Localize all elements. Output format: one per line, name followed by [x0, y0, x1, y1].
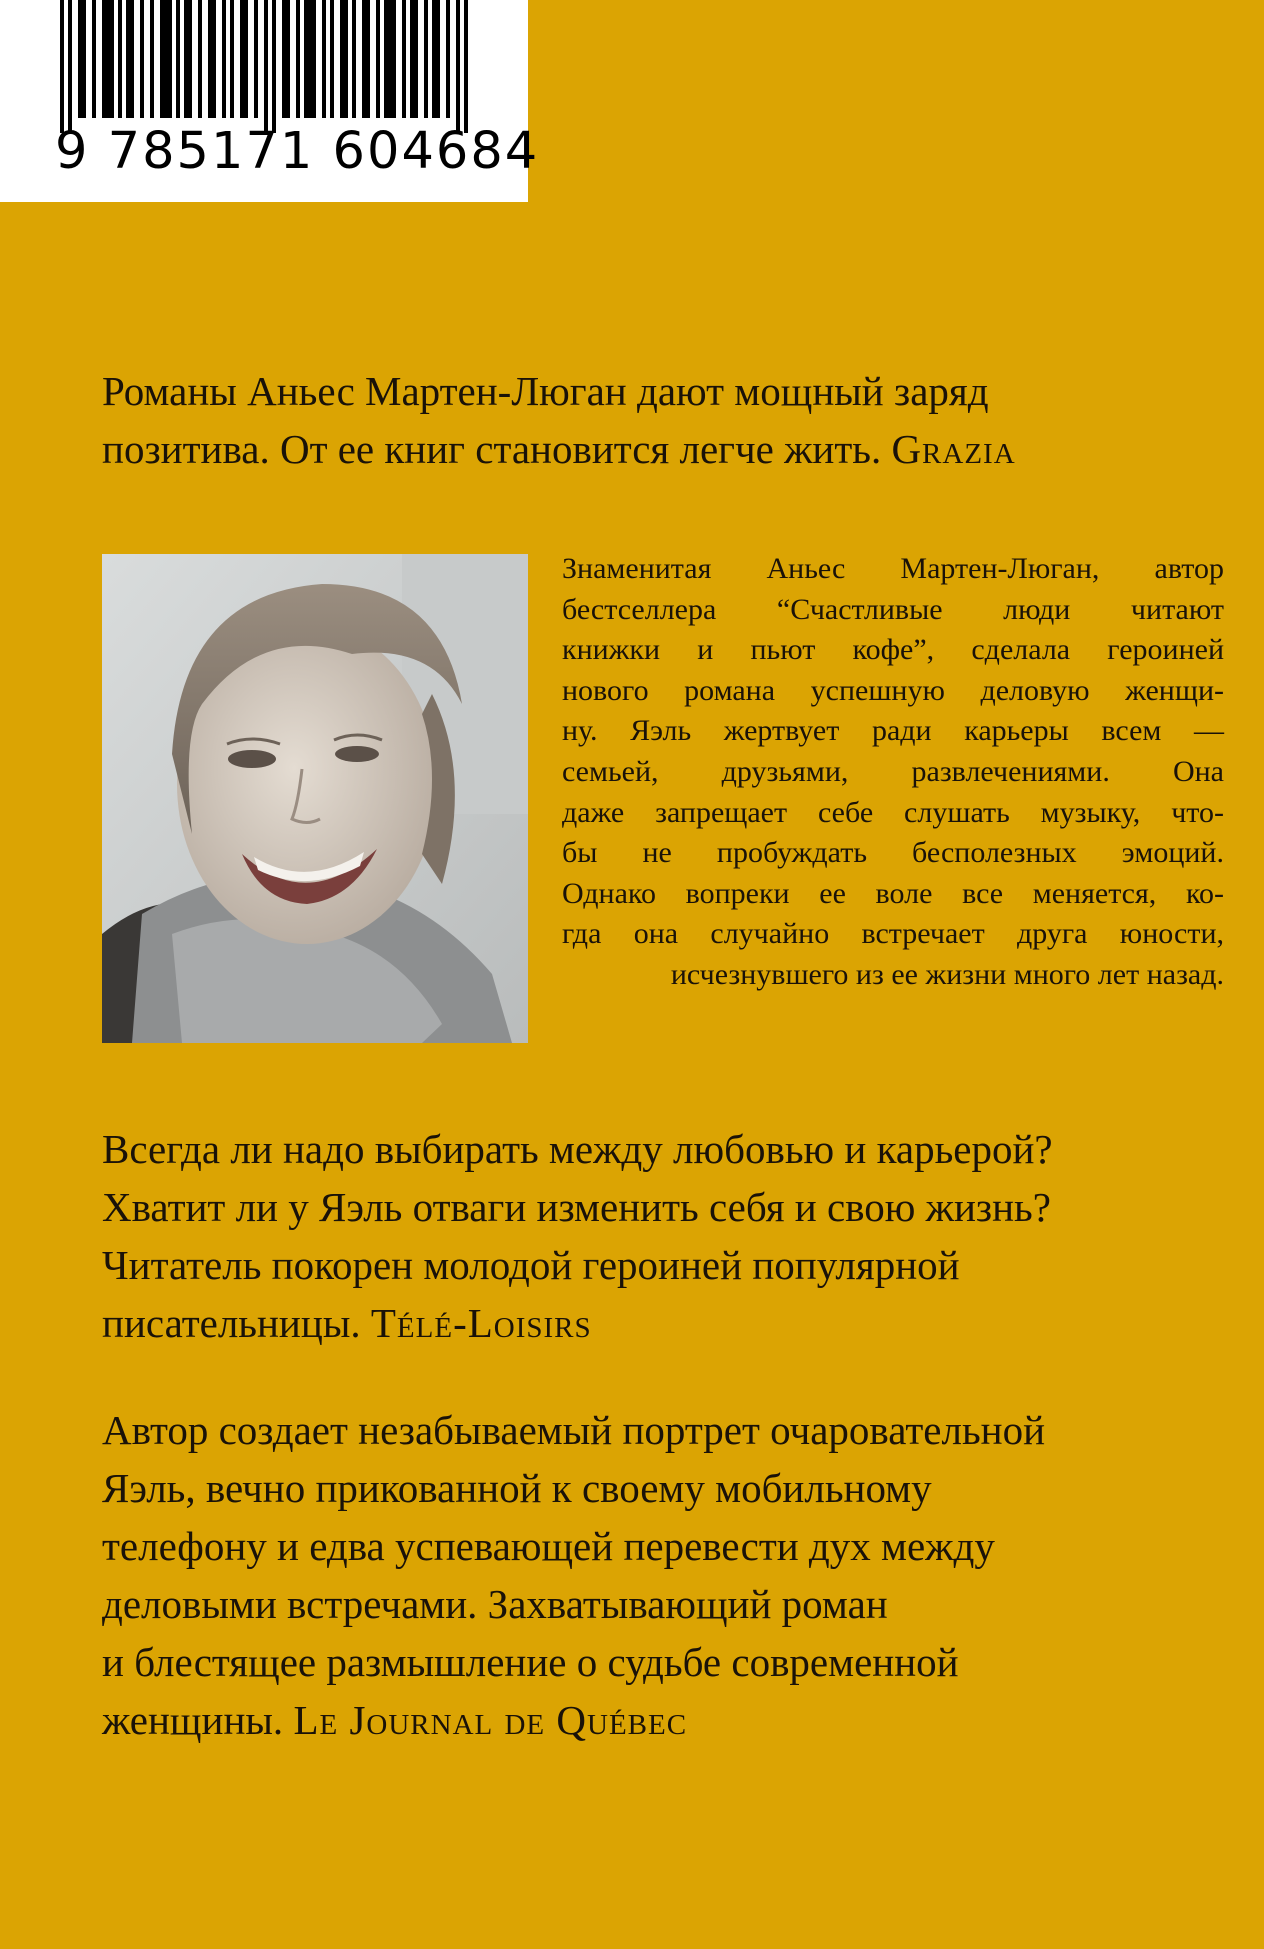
quote-line: женщины. — [102, 1697, 284, 1743]
description-line: бестселлера “Счастливые люди читают — [562, 592, 1224, 626]
quote-line: Автор создает незабываемый портрет очаровательной — [102, 1407, 1046, 1453]
barcode-bars — [60, 0, 480, 133]
quote-line: Романы Аньес Мартен-Люган дают мощный заряд — [102, 368, 989, 414]
review-quote-grazia — [102, 362, 1016, 478]
isbn-number: 9 785171 604684 — [55, 122, 540, 181]
description-line: ну. Яэль жертвует ради карьеры всем — — [562, 714, 1224, 748]
description-line: Знаменитая Аньес Мартен-Люган, автор — [562, 552, 1224, 585]
description-line: книжки и пьют кофе”, сделала героиней — [562, 633, 1224, 667]
quote-line: телефону и едва успевающей перевести дух между — [102, 1523, 995, 1569]
quote-source: Le Journal de Québec — [293, 1697, 688, 1743]
description-line: исчезнувшего из ее жизни много лет назад. — [670, 957, 1224, 991]
quote-line: писательницы. — [102, 1300, 361, 1346]
description-line: семьей, друзьями, развлечениями. Она — [562, 754, 1224, 788]
quote-line: и блестящее размышление о судьбе современной — [102, 1639, 959, 1685]
quote-source: Grazia — [891, 426, 1016, 472]
quote-line: Хватит ли у Яэль отваги изменить себя и свою жизнь? — [102, 1184, 1051, 1230]
barcode — [0, 0, 540, 202]
quote-line: позитива. От ее книг становится легче жить. — [102, 426, 882, 472]
quote-line: Читатель покорен молодой героиней популярной — [102, 1242, 960, 1288]
book-description — [562, 549, 1224, 996]
review-quote-tele-loisirs — [102, 1120, 1053, 1352]
quote-line: деловыми встречами. Захватывающий роман — [102, 1581, 888, 1627]
review-quote-journal-de-quebec — [102, 1401, 1045, 1749]
quote-line: Яэль, вечно прикованной к своему мобильному — [102, 1465, 932, 1511]
description-line: гда она случайно встречает друга юности, — [562, 917, 1224, 951]
author-portrait-image — [102, 554, 528, 1043]
quote-source: Télé-Loisirs — [370, 1300, 592, 1346]
author-photo — [102, 554, 528, 1043]
description-line: нового романа успешную деловую женщи- — [562, 673, 1224, 707]
description-line: бы не пробуждать бесполезных эмоций. — [562, 836, 1224, 870]
quote-line: Всегда ли надо выбирать между любовью и карьерой? — [102, 1126, 1053, 1172]
description-line: Однако вопреки ее воле все меняется, ко- — [562, 876, 1224, 910]
description-line: даже запрещает себе слушать музыку, что- — [562, 795, 1224, 829]
